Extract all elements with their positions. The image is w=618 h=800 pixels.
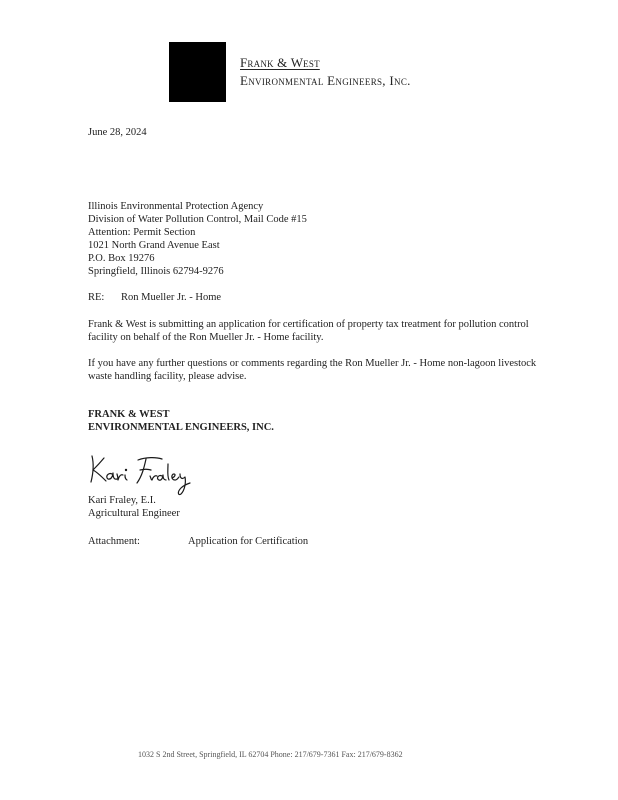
recipient-line-5: P.O. Box 19276 [88, 253, 155, 264]
letterhead-company-subtitle: Environmental Engineers, Inc. [240, 73, 411, 88]
signer-name: Kari Fraley, E.I. [88, 495, 156, 506]
closing-company-line-1: FRANK & WEST [88, 409, 170, 420]
attachment-label: Attachment: [88, 536, 140, 547]
recipient-line-6: Springfield, Illinois 62794-9276 [88, 266, 224, 277]
body-paragraph-1 [88, 318, 548, 344]
signer-title: Agricultural Engineer [88, 508, 180, 519]
re-subject: Ron Mueller Jr. - Home [121, 292, 222, 303]
company-logo [169, 42, 226, 102]
re-label: RE: [88, 292, 105, 303]
recipient-line-4: 1021 North Grand Avenue East [88, 240, 220, 251]
letterhead-company-name: Frank & West [240, 55, 320, 70]
handwritten-signature [86, 450, 196, 498]
body-paragraph-1-text: Frank & West is submitting an application for certification of property tax treatment for pollution control facility on behalf of the Ron Mueller Jr. - Home facility. [88, 319, 529, 343]
body-paragraph-2 [88, 357, 548, 383]
body-paragraph-2-text: If you have any further questions or comments regarding the Ron Mueller Jr. - Home non-lagoon livestock waste handling facility, please advise. [88, 358, 537, 382]
recipient-line-2: Division of Water Pollution Control, Mail Code #15 [88, 214, 307, 225]
attachment-value: Application for Certification [188, 536, 309, 547]
letter-date: June 28, 2024 [88, 127, 147, 138]
closing-company-line-2: ENVIRONMENTAL ENGINEERS, INC. [88, 422, 274, 433]
letterhead-footer: 1032 S 2nd Street, Springfield, IL 62704 Phone: 217/679-7361 Fax: 217/679-8362 [138, 750, 403, 759]
recipient-line-1: Illinois Environmental Protection Agency [88, 201, 264, 212]
recipient-line-3: Attention: Permit Section [88, 227, 196, 238]
